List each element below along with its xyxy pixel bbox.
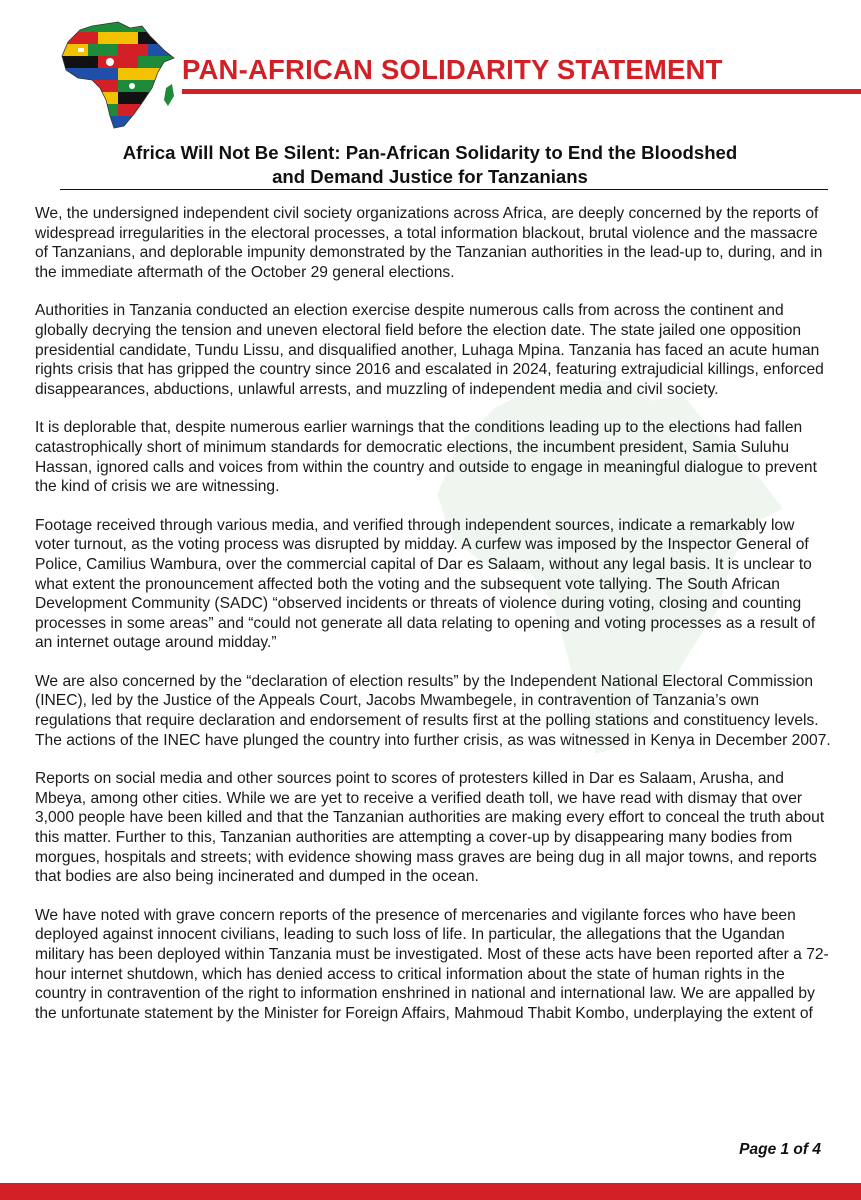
statement-body xyxy=(35,204,831,1042)
title-line-2: and Demand Justice for Tanzanians xyxy=(272,166,588,187)
document-title xyxy=(60,141,800,189)
africa-flags-map-icon xyxy=(58,18,178,130)
header-title: PAN-AFRICAN SOLIDARITY STATEMENT xyxy=(182,54,723,85)
paragraph: We have noted with grave concern reports of the presence of mercenaries and vigilante forces who have been deployed against innocent civilians, leading to such loss of life. In particular, the allegations that the Ugandan military has been deployed within Tanzania must be investigated. Most of these acts have been reported after a 72-hour internet shutdown, which has denied access to critical information about the state of human rights in the country in contravention of the right to information enshrined in national and international law. We are appalled by the unfortunate statement by the Minister for Foreign Affairs, Mahmoud Thabit Kombo, underplaying the extent of xyxy=(35,906,829,1022)
header-divider xyxy=(182,89,861,94)
paragraph: We, the undersigned independent civil society organizations across Africa, are deeply concerned by the reports of widespread irregularities in the electoral processes, a total information blackout, brutal violence and the massacre of Tanzanians, and deplorable impunity demonstrated by the Tanzanian authorities in the lead-up to, during, and in the immediate aftermath of the October 29 general elections. xyxy=(35,205,823,281)
paragraph: It is deplorable that, despite numerous earlier warnings that the conditions leading up to the elections had fallen catastrophically short of minimum standards for democratic elections, the incumbent president, Samia Suluhu Hassan, ignored calls and voices from within the country and outside to engage in meaningful dialogue to prevent the kind of crisis we are witnessing. xyxy=(35,419,817,496)
paragraph: Footage received through various media, and verified through independent sources, indicate a remarkably low voter turnout, as the voting process was disrupted by midday. A curfew was imposed by the Inspector General of Police, Camilius Wambura, over the commercial capital of Dar es Salaam, without any legal basis. It is unclear to what extent the pronouncement affected both the voting and the subsequent vote tallying. The South African Development Community (SADC) “observed incidents or threats of violence during voting, closing and counting processes in some areas” and “could not generate all data relating to opening and voting processes as a result of an internet outage around midday.” xyxy=(35,516,816,652)
paragraph: Reports on social media and other sources point to scores of protesters killed in Dar es Salaam, Arusha, and Mbeya, among other cities. While we are yet to receive a verified death toll, we have read with dismay that over 3,000 people have been killed and that the Tanzanian authorities are making every effort to conceal the truth about this matter. Further to this, Tanzanian authorities are attempting a cover-up by disappearing many bodies from morgues, hospitals and streets; with evidence showing mass graves are being dug in all major towns, and reports that bodies are also being incinerated and dumped in the ocean. xyxy=(35,770,825,886)
statement-header xyxy=(0,0,861,130)
paragraph: Authorities in Tanzania conducted an election exercise despite numerous calls from across the continent and globally decrying the tension and uneven electoral field before the election date. The state jailed one opposition presidential candidate, Tundu Lissu, and disqualified another, Luhaga Mpina. Tanzania has faced an acute human rights crisis that has gripped the country since 2016 and escalated in 2024, featuring extrajudicial killings, enforced disappearances, abductions, unlawful arrests, and muzzling of independent media and civil society. xyxy=(35,302,824,398)
page-number: Page 1 of 4 xyxy=(739,1141,821,1158)
title-divider xyxy=(60,189,828,190)
footer-band xyxy=(0,1183,861,1200)
paragraph: We are also concerned by the “declaration of election results” by the Independent National Electoral Commission (INEC), led by the Justice of the Appeals Court, Jacobs Mwambegele, in contravention of Tanzania’s own regulations that require declaration and endorsement of results first at the polling stations and constituency levels. The actions of the INEC have plunged the country into further crisis, as was witnessed in Kenya in December 2007. xyxy=(35,672,831,749)
title-line-1: Africa Will Not Be Silent: Pan-African Solidarity to End the Bloodshed xyxy=(122,142,738,163)
